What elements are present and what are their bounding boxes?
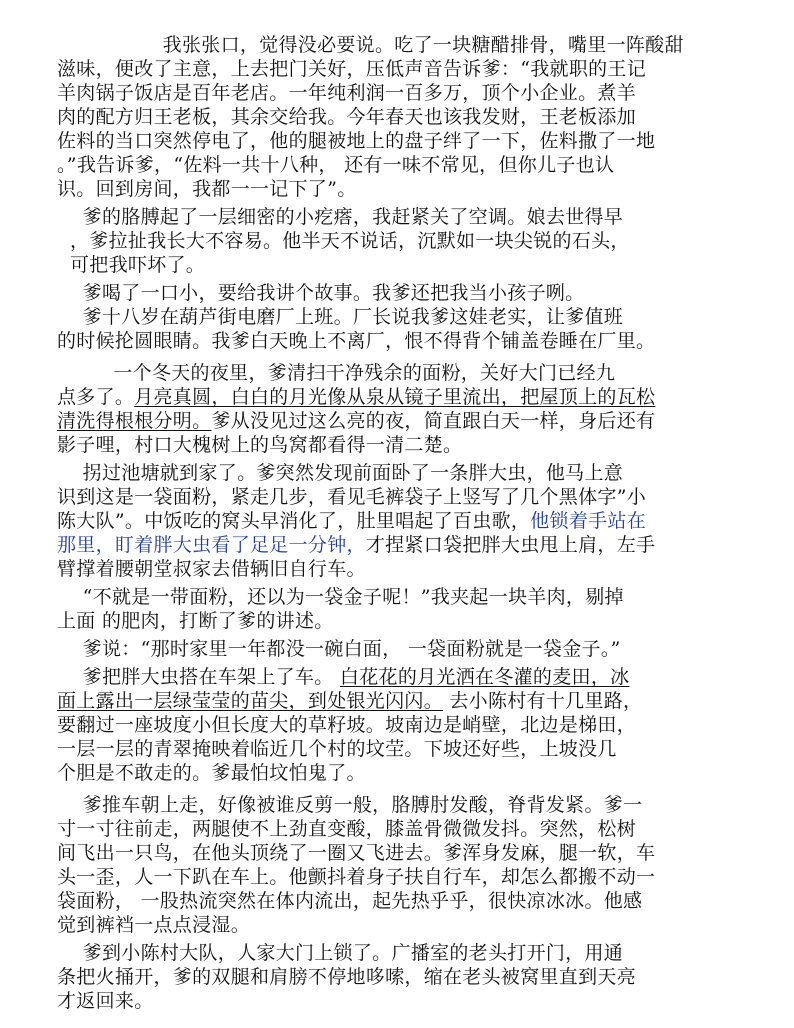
text-run: 识。回到房间，我都一一记下了”。 xyxy=(57,178,357,200)
text-line xyxy=(70,253,205,277)
text-run: 爹到小陈村大队，人家大门上锁了。广播室的老头打开门，用通 xyxy=(70,942,624,964)
text-run: 爹推车朝上走，好像被谁反剪一般，胳膊肘发酸，脊背发紧。爹一 xyxy=(70,794,643,816)
text-run: 点多了。 xyxy=(57,386,135,408)
text-run: 上面 的肥肉，打断了爹的讲述。 xyxy=(57,610,334,632)
text-run: 一个冬天的夜里，爹清扫干净残余的面粉，关好大门已经九 xyxy=(88,362,616,384)
text-run: 才返回来。 xyxy=(57,990,154,1012)
text-line xyxy=(57,81,636,105)
text-line xyxy=(88,361,615,385)
text-run: 爹的胳膊起了一层细密的小疙瘩，我赶紧关了空调。娘去世得早 xyxy=(70,206,624,228)
text-line xyxy=(57,689,642,713)
text-line xyxy=(70,205,623,229)
text-line xyxy=(57,509,646,533)
text-run: 间飞出一只鸟，在他头顶绕了一圈又飞进去。爹浑身发麻，腿一软，车 xyxy=(57,842,656,864)
text-run: 一层一层的青翠掩映着临近几个村的坟茔。下坡还好些，上坡没几 xyxy=(57,738,617,760)
text-run: 爹把胖大虫搭在车架上了车。 xyxy=(70,666,340,688)
text-run: 爹说：“那时家里一年都没一碗白面， 一袋面粉就是一袋金子。” xyxy=(70,638,621,660)
text-run: 臂撑着腰朝堂叔家去借辆旧自行车。 xyxy=(57,558,366,580)
text-run: 佐料的当口突然停电了，他的腿被地上的盘子绊了一下，佐料撒了一地 xyxy=(57,130,656,152)
text-line xyxy=(57,865,655,889)
text-line xyxy=(57,989,154,1013)
text-line xyxy=(70,637,621,661)
text-run: 影子哩，村口大槐树上的鸟窝都看得一清二楚。 xyxy=(57,434,463,456)
text-run: 的时候抡圆眼睛。我爹白天晚上不离厂，恨不得背个铺盖卷睡在厂里。 xyxy=(57,330,656,352)
text-run: 肉的配方归王老板，其余交给我。今年春天也该我发财，王老板添加 xyxy=(57,106,637,128)
text-run: 滋味，便改了主意，上去把门关好，压低声音告诉爹：“我就职的王记 xyxy=(57,58,647,80)
text-line xyxy=(57,385,655,409)
highlighted-text: 他锁着手站在 xyxy=(530,510,647,532)
highlighted-text: 那里，盯着胖大虫看了足足一分钟， xyxy=(57,534,366,556)
text-run: ，爹拉扯我长大不容易。他半天不说话，沉默如一块尖锐的石头， xyxy=(70,230,630,252)
text-line xyxy=(57,817,636,841)
text-run: 个胆是不敢走的。爹最怕坟怕鬼了。 xyxy=(57,762,366,784)
text-line xyxy=(57,889,642,913)
text-run: 可把我吓坏了。 xyxy=(70,254,206,276)
text-run: 爹喝了一口小，要给我讲个故事。我爹还把我当小孩子咧。 xyxy=(70,282,585,304)
text-line xyxy=(57,737,617,761)
text-line xyxy=(57,105,636,129)
text-line xyxy=(57,557,366,581)
text-run: 我张张口，觉得没必要说。吃了一块糖醋排骨，嘴里一阵酸甜 xyxy=(150,34,684,56)
text-run: 头一歪，人一下趴在车上。他颤抖着身子扶自行车，却怎么都搬不动一 xyxy=(57,866,656,888)
text-line xyxy=(57,841,655,865)
text-line xyxy=(70,665,629,689)
text-run: 陈大队”。中饭吃的窝头早消化了，肚里唱起了百虫歌， xyxy=(57,510,531,532)
text-run: 寸一寸往前走，两腿使不上劲直变酸，膝盖骨微微发抖。突然，松树 xyxy=(57,818,637,840)
text-line xyxy=(70,281,584,305)
text-run: 袋面粉， 一股热流突然在体内流出，起先热乎乎，很快凉冰冰。他感 xyxy=(57,890,643,912)
text-run: 拐过池塘就到家了。爹突然发现前面卧了一条胖大虫，他马上意 xyxy=(70,462,624,484)
underlined-text: 白花花的月光洒在冬灌的麦田，冰 xyxy=(339,666,630,688)
text-line xyxy=(57,409,655,433)
text-run: 去小陈村有十几里路， xyxy=(443,690,643,712)
text-line xyxy=(150,33,684,57)
text-run: 。”我告诉爹，“佐料一共十八种， 还有一味不常见，但你儿子也认 xyxy=(57,154,615,176)
text-line xyxy=(57,129,655,153)
text-line xyxy=(57,485,646,509)
text-run: 识到这是一袋面粉，紧走几步，看见毛裤袋子上竖写了几个黑体字”小 xyxy=(57,486,647,508)
text-run: 爹十八岁在葫芦街电磨厂上班。厂长说我爹这娃老实，让爹值班 xyxy=(70,306,624,328)
text-run: 条把火捅开，爹的双腿和肩膀不停地哆嗦，缩在老头被窝里直到天亮 xyxy=(57,966,637,988)
text-line xyxy=(57,153,614,177)
text-run: 羊肉锅子饭店是百年老店。一年纯利润一百多万，顶个小企业。煮羊 xyxy=(57,82,637,104)
text-run: 要翻过一座坡度小但长度大的草籽坡。坡南边是峭壁，北边是梯田， xyxy=(57,714,637,736)
text-line xyxy=(57,433,462,457)
text-line xyxy=(70,793,642,817)
underlined-text: 面上露出一层绿莹莹的苗尖，到处银光闪闪。 xyxy=(57,690,444,712)
text-line xyxy=(57,329,655,353)
text-line xyxy=(70,229,630,253)
text-run: 觉到裤裆一点点浸湿。 xyxy=(57,914,251,936)
text-line xyxy=(57,965,636,989)
underlined-text: 清洗得根根分明。 xyxy=(57,410,212,432)
text-line xyxy=(57,713,636,737)
text-line xyxy=(57,177,357,201)
text-line xyxy=(70,585,624,609)
text-line xyxy=(70,941,623,965)
text-line xyxy=(57,533,655,557)
text-run: 才捏紧口袋把胖大虫甩上肩，左手 xyxy=(365,534,656,556)
text-run: “不就是一带面粉，还以为一袋金子呢！”我夹起一块羊肉，剔掉 xyxy=(70,586,624,608)
text-line xyxy=(57,609,334,633)
text-line xyxy=(70,461,623,485)
text-line xyxy=(57,57,646,81)
text-run: 爹从没见过这么亮的夜，简直跟白天一样，身后还有 xyxy=(211,410,656,432)
text-line xyxy=(70,305,623,329)
text-line xyxy=(57,761,366,785)
text-line xyxy=(57,913,250,937)
underlined-text: 月亮真圆，白白的月光像从泉从镜子里流出，把屋顶上的瓦松 xyxy=(134,386,656,408)
